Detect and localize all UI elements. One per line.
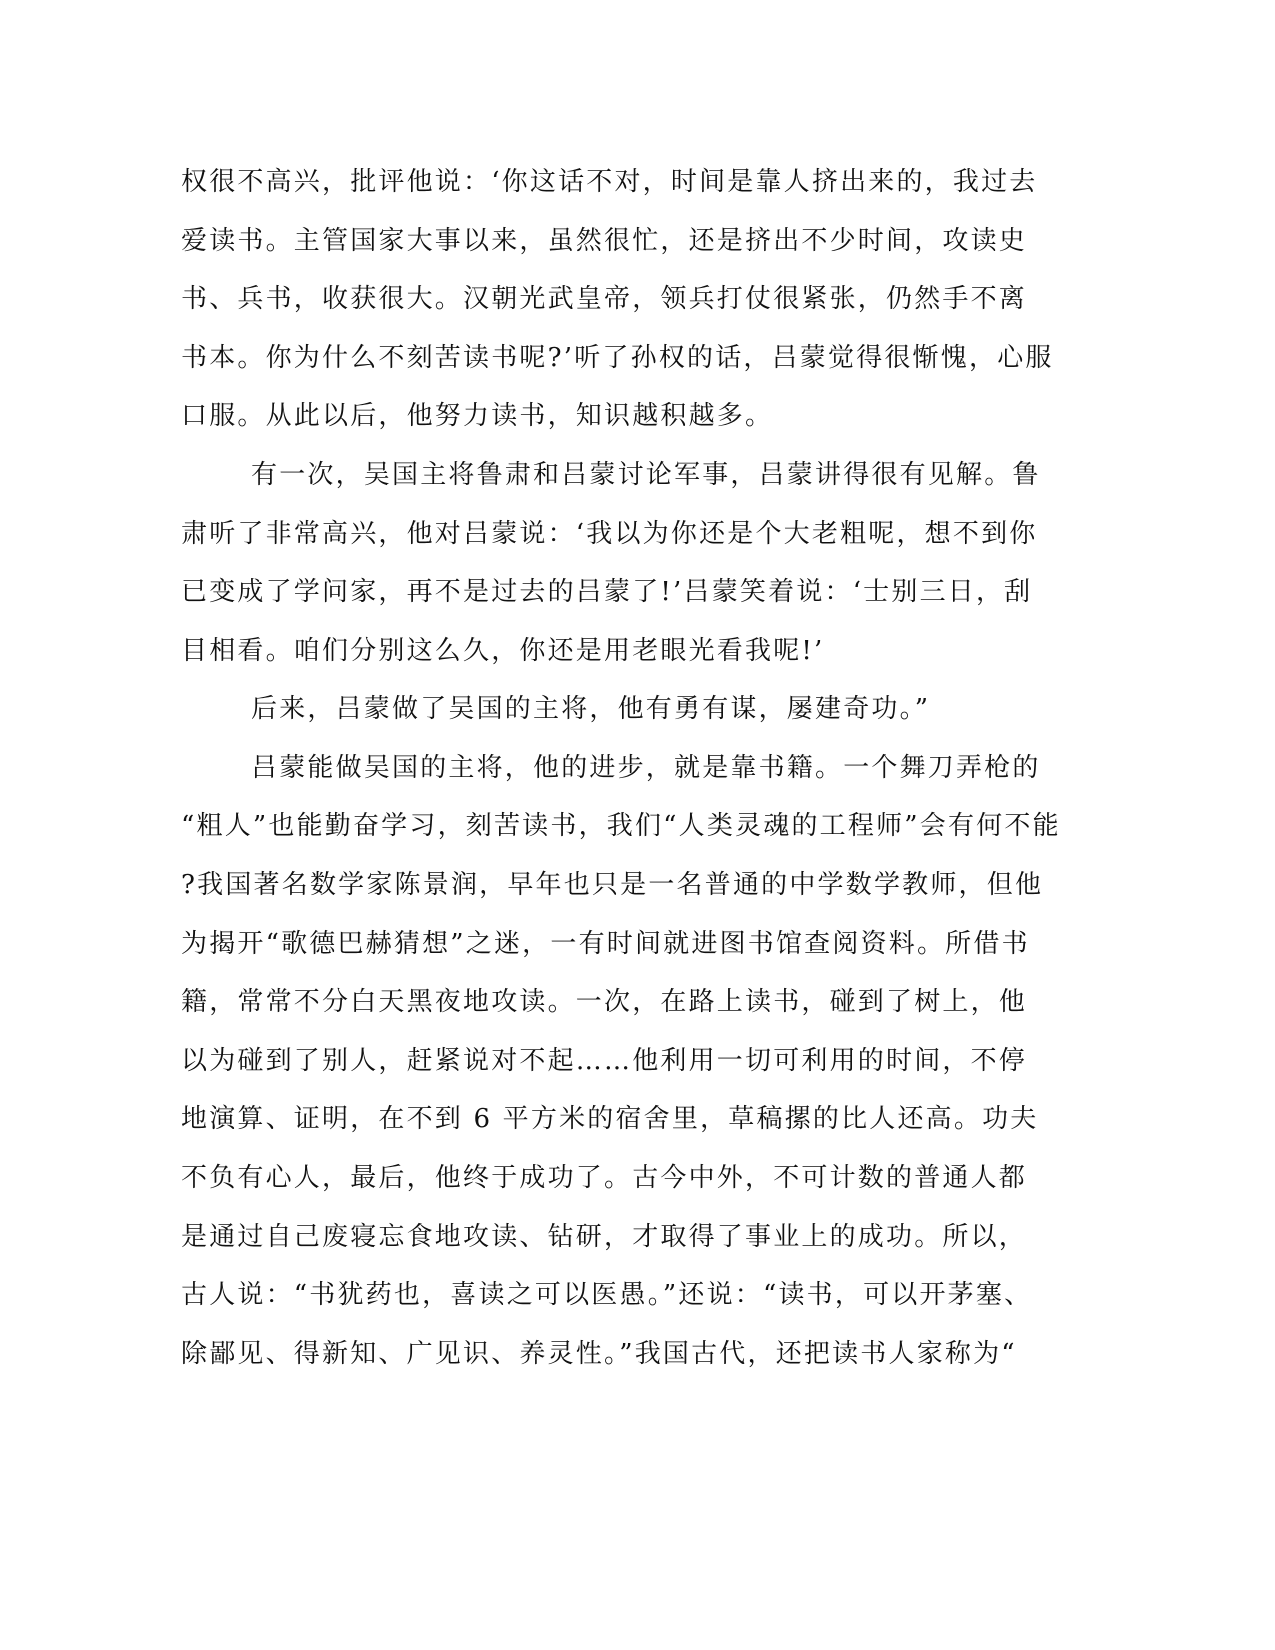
text-line: 是通过自己废寝忘食地攻读、钻研，才取得了事业上的成功。所以， — [181, 1222, 1028, 1252]
text-line: 地演算、证明，在不到 6 平方米的宿舍里，草稿摞的比人还高。功夫 — [181, 1104, 1039, 1134]
text-line: 爱读书。主管国家大事以来，虽然很忙，还是挤出不少时间，攻读史 — [181, 226, 1028, 256]
text-line: 为揭开“歌德巴赫猜想”之迷，一有时间就进图书馆查阅资料。所借书 — [181, 929, 1030, 959]
text-line: 除鄙见、得新知、广见识、养灵性。”我国古代，还把读书人家称为“ — [181, 1339, 1017, 1369]
text-line: 权很不高兴，批评他说：‘你这话不对，时间是靠人挤出来的，我过去 — [181, 167, 1038, 197]
text-line: 不负有心人，最后，他终于成功了。古今中外，不可计数的普通人都 — [181, 1163, 1028, 1193]
text-line: “粗人”也能勤奋学习，刻苦读书，我们“人类灵魂的工程师”会有何不能 — [181, 811, 1061, 841]
text-line: ?我国著名数学家陈景润，早年也只是一名普通的中学数学教师，但他 — [181, 870, 1044, 900]
text-line: 口服。从此以后，他努力读书，知识越积越多。 — [181, 401, 774, 431]
text-line: 吕蒙能做吴国的主将，他的进步，就是靠书籍。一个舞刀弄枪的 — [251, 753, 1041, 783]
text-line: 肃听了非常高兴，他对吕蒙说：‘我以为你还是个大老粗呢，想不到你 — [181, 519, 1038, 549]
text-line: 目相看。咱们分别这么久，你还是用老眼光看我呢!’ — [181, 636, 825, 666]
text-line: 书本。你为什么不刻苦读书呢?’听了孙权的话，吕蒙觉得很惭愧，心服 — [181, 343, 1054, 373]
text-line: 后来，吕蒙做了吴国的主将，他有勇有谋，屡建奇功。” — [251, 694, 931, 724]
text-line: 已变成了学问家，再不是过去的吕蒙了!’吕蒙笑着说：‘士别三日，刮 — [181, 577, 1033, 607]
text-line: 籍，常常不分白天黑夜地攻读。一次，在路上读书，碰到了树上，他 — [181, 987, 1028, 1017]
text-line: 以为碰到了别人，赶紧说对不起……他利用一切可利用的时间，不停 — [181, 1046, 1028, 1076]
text-line: 有一次，吴国主将鲁肃和吕蒙讨论军事，吕蒙讲得很有见解。鲁 — [251, 460, 1041, 490]
text-line: 书、兵书，收获很大。汉朝光武皇帝，领兵打仗很紧张，仍然手不离 — [181, 284, 1028, 314]
text-line: 古人说：“书犹药也，喜读之可以医愚。”还说：“读书，可以开茅塞、 — [181, 1280, 1033, 1310]
